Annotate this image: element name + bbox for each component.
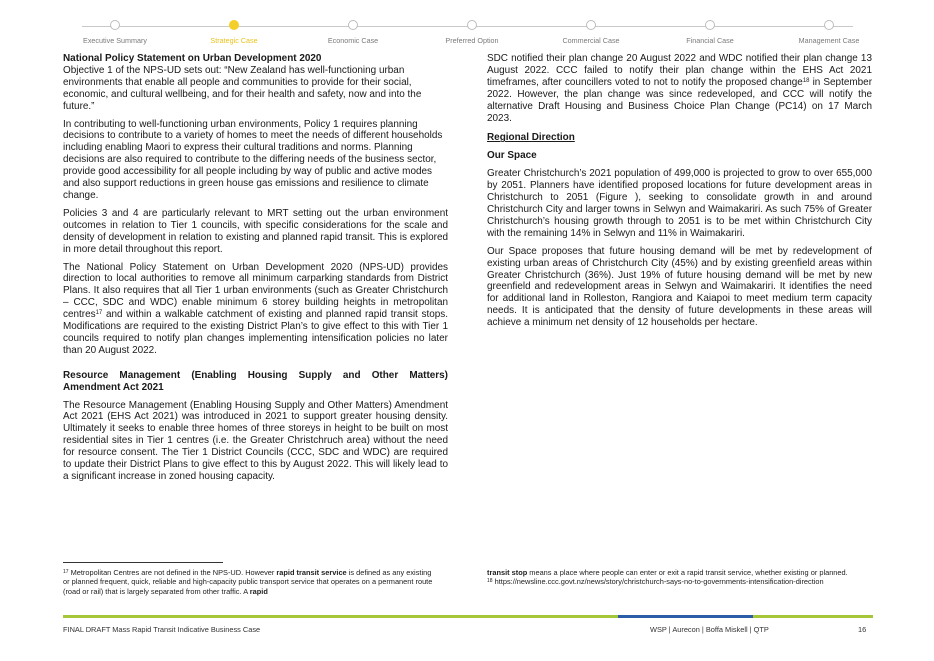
step-label: Preferred Option <box>445 36 499 45</box>
paragraph-nps-ud-direction <box>63 262 448 357</box>
footnote-term: transit stop <box>487 568 528 577</box>
footnote-17 <box>63 568 433 596</box>
section-heading-nps-ud: National Policy Statement on Urban Development 2020 <box>63 53 322 64</box>
paragraph-policy-1: In contributing to well-functioning urban environments, Policy 1 requires planning decisions to contribute to a variety of homes to meet the needs of different households including enabling Maori to express their cultural traditions and norms. Planning decisions are also required to contribute to the differing needs of the business sector, provide good accessibility for all people including by way of public and active modes and also support reductions in green house gas emissions and resilience to climate change. <box>63 118 443 201</box>
step-label: Executive Summary <box>83 36 147 45</box>
footnote-link[interactable]: https://newsline.ccc.govt.nz/news/story/christchurch-says-no-to-governments-intensification-direction <box>492 577 824 587</box>
paragraph-text: SDC notified their plan change 20 August 2022 and WDC notified their plan change 13 August 2022. CCC failed to notify their plan change within the EHS Act 2021 timeframes, after councillers voted to not to notify the proposed change <box>487 53 872 88</box>
footnote-text: is defined as any existing or planned frequent, quick, reliable and high-capacity public transport service that operates on a permanent route (road or rail) that is largely separated from other traffic. A <box>63 568 433 596</box>
footnote-18 <box>487 577 877 586</box>
step-financial-case[interactable] <box>650 20 770 45</box>
footnote-text: means a place where people can enter or exit a rapid transit service, whether existing or planned. <box>527 568 848 577</box>
footnote-number: 17 <box>63 569 69 575</box>
paragraph-text: The National Policy Statement on Urban Development 2020 (NPS-UD) provides direction to local authorities to remove all minimum carparking standards from District Plans. It also requires that all Tier 1 urban environments (such as Greater Christchurch – CCC, SDC and WDC) enable minimum 6 storey building heights in metropolitan centres <box>63 261 448 321</box>
footnote-17-continued <box>487 568 877 577</box>
footnote-ref-17[interactable]: 17 <box>95 310 103 317</box>
right-column <box>487 53 872 335</box>
footer-rule-blue <box>618 615 753 618</box>
section-progress-tracker <box>60 18 875 48</box>
footnote-term: rapid <box>249 586 268 596</box>
paragraph-plan-changes <box>487 53 872 124</box>
page-number: 16 <box>858 625 867 634</box>
step-label: Financial Case <box>686 36 734 45</box>
footer-rule <box>63 615 873 618</box>
step-management-case[interactable] <box>769 20 889 45</box>
paragraph-text: in September 2022. However, the plan change was since redeveloped, and CCC will notify the alternative Draft Housing and Business Choice Plan Change (PC14) on 17 March 2023. <box>487 76 872 124</box>
step-dot <box>705 20 715 30</box>
step-commercial-case[interactable] <box>531 20 651 45</box>
footer-document-title: FINAL DRAFT Mass Rapid Transit Indicative Business Case <box>63 625 261 634</box>
footnote-17-continued-and-18 <box>487 568 877 587</box>
paragraph-housing-demand: Our Space proposes that future housing demand will be met by redevelopment of existing urban areas of Christchurch City (45%) and by existing greenfield areas within Greater Christchurch (36%). Just 19% of future housing demand will be met by new greenfield and redevelopment areas in Selwyn and Waimakariri. It identifies the need for additional land in Rolleston, Rangiora and Kaiapoi to meet medium term capacity needs. It is anticipated that the density of future developments in these areas will achieve a minimum net density of 12 households per hectare. <box>487 245 872 329</box>
paragraph-policies-3-4: Policies 3 and 4 are particularly relevant to MRT setting out the urban environment outcomes in relation to Tier 1 councils, with specific considerations for the scale and density of development in relation to existing and planned rapid transit. This is explored in more detail throughout this report. <box>63 207 448 255</box>
paragraph-population-growth: Greater Christchurch’s 2021 population of 499,000 is projected to grow to over 655,000 by 2051. Planners have identified proposed locations for future development areas in Christchurch to 2051 (Figure ), seeking to consolidate growth in and around Christchurch City and larger towns in Selwyn and Waimakariri. As such 75% of Greater Christchurch’s housing growth through to 2051 is to be met within Christchurch City with the remaining 14% in Selwyn and 11% in Waimakariri. <box>487 168 872 239</box>
step-dot <box>110 20 120 30</box>
step-dot <box>586 20 596 30</box>
footnote-term: rapid transit service <box>276 568 347 577</box>
paragraph-objective-1: Objective 1 of the NPS-UD sets out: “New Zealand has well-functioning urban environments that enable all people and communities to provide for their social, economic, and cultural wellbeing, and for their health and safety, now and into the future.” <box>63 64 422 112</box>
step-dot <box>467 20 477 30</box>
step-dot-active <box>229 20 239 30</box>
step-label: Economic Case <box>327 36 379 45</box>
section-heading-ehs-act: Resource Management (Enabling Housing Supply and Other Matters) Amendment Act 2021 <box>63 369 448 393</box>
footnote-number: 18 <box>487 578 493 585</box>
step-label: Management Case <box>798 36 860 45</box>
step-strategic-case[interactable] <box>174 20 294 45</box>
footnote-ref-18[interactable]: 18 <box>802 77 810 84</box>
subheading-our-space: Our Space <box>487 150 537 162</box>
footer-partners: WSP | Aurecon | Boffa Miskell | QTP <box>650 625 769 634</box>
paragraph-text: and within a walkable catchment of existing and planned rapid transit stops. Modifications are required to the existing District Plan’s to give effect to this with Tier 1 councils required to notify plan changes implementing intensification policies no later than 20 August 2022. <box>63 309 448 356</box>
footnote-text: Metropolitan Centres are not defined in the NPS-UD. However <box>68 568 277 577</box>
section-heading-regional-direction: Regional Direction <box>487 132 575 144</box>
step-preferred-option[interactable] <box>412 20 532 45</box>
paragraph-ehs-act: The Resource Management (Enabling Housing Supply and Other Matters) Amendment Act 2021 (EHS Act 2021) was introduced in 2021 to support greater housing density. Ultimately it seeks to enable three homes of three storeys in height to be built on most residential sites in Tier 1 centres (i.e. the Greater Christchruch area) without the need for resource consent. The Tier 1 District Councils (CCC, SDC and WDC) are required to update their District Plans to give effect to this by August 2022. This will likely lead to a significant increase in zoned housing capacity. <box>63 399 448 482</box>
step-executive-summary[interactable] <box>55 20 175 45</box>
step-economic-case[interactable] <box>293 20 413 45</box>
step-label: Commercial Case <box>562 36 620 45</box>
footnote-divider <box>63 562 223 563</box>
step-label: Strategic Case <box>210 36 258 45</box>
step-dot <box>348 20 358 30</box>
left-column <box>63 53 448 489</box>
step-dot <box>824 20 834 30</box>
